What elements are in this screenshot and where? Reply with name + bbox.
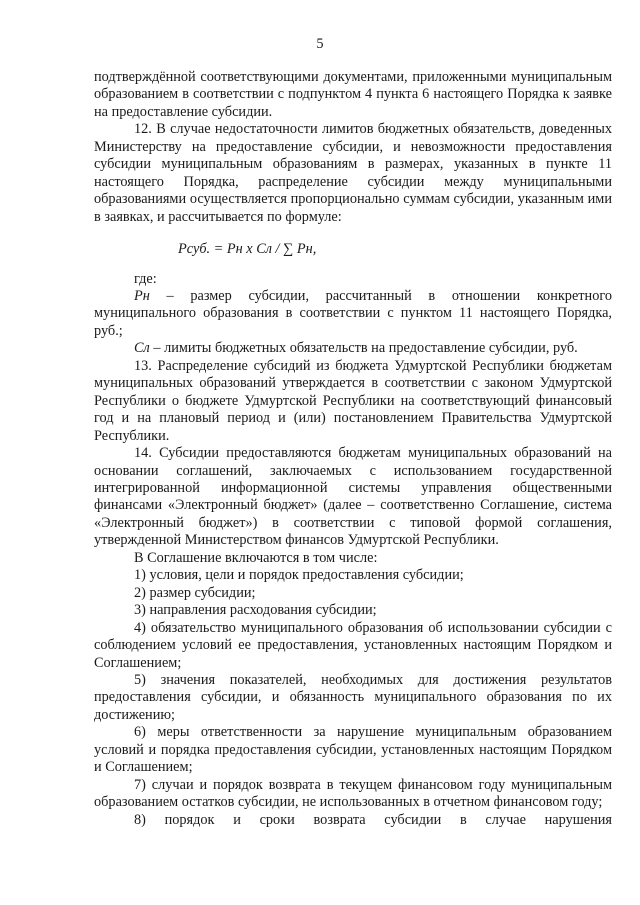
document-body [94,69,612,829]
list-item-8: 8) порядок и сроки возврата субсидии в случае нарушения [134,811,612,828]
paragraph-14: 14. Субсидии предоставляются бюджетам муниципальных образований на основании соглашений, заключаемых с использованием государственной интегрированной информационной системы управления общественными финансами «Электронный бюджет» (далее – соответственно Соглашение, система «Электронный бюджет») в соответствии с типовой формой соглашения, утвержденной Министерством финансов Удмуртской Республики. [94,445,612,549]
list-item-2: 2) размер субсидии; [134,584,256,601]
formula-definition-rn [94,288,612,340]
list-item-6: 6) меры ответственности за нарушение муниципальным образованием условий и порядка предоставления субсидии, установленных настоящим Порядком и Соглашением; [94,724,612,776]
formula-where-label: где: [134,270,157,287]
page-number: 5 [316,36,324,52]
variable-rn: Рн [134,287,150,304]
paragraph-13: 13. Распределение субсидий из бюджета Удмуртской Республики бюджетам муниципальных образований утверждается в соответствии с законом Удмуртской Республики о бюджете Удмуртской Республики на соответствующий финансовый год и на плановый период и (или) постановлением Правительства Удмуртской Республики. [94,357,612,444]
list-item-3: 3) направления расходования субсидии; [134,602,377,619]
formula: Рсуб. = Рн х Сл / ∑ Рн, [178,241,317,258]
list-item-4: 4) обязательство муниципального образования об использовании субсидии с соблюдением условий ее предоставления, установленных настоящим Порядком и Соглашением; [94,619,612,671]
definition-rn-text: – размер субсидии, рассчитанный в отношении конкретного муниципального образования в соответствии с пунктом 11 настоящего Порядка, руб.; [94,287,612,339]
variable-sl: Сл [134,340,150,357]
list-item-1: 1) условия, цели и порядок предоставления субсидии; [134,567,464,584]
agreement-intro: В Соглашение включаются в том числе: [134,549,378,566]
paragraph-12: 12. В случае недостаточности лимитов бюджетных обязательств, доведенных Министерству на предоставление субсидии, и невозможности предоставления субсидии муниципальным образованиям в размерах, указанных в пункте 11 настоящего Порядка, распределение субсидии между муниципальными образованиями осуществляется пропорционально суммам субсидии, указанным ими в заявках, и рассчитывается по формуле: [94,121,612,225]
list-item-7: 7) случаи и порядок возврата в текущем финансовом году муниципальным образованием остатков субсидии, не использованных в отчетном финансовом году; [94,776,612,811]
formula-definition-sl [94,340,612,357]
definition-sl-text: – лимиты бюджетных обязательств на предоставление субсидии, руб. [149,340,578,357]
list-item-5: 5) значения показателей, необходимых для достижения результатов предоставления субсидии, и обязанность муниципального образования по их достижению; [94,671,612,723]
paragraph-continuation: подтверждённой соответствующими документами, приложенными муниципальным образованием в соответствии с подпунктом 4 пункта 6 настоящего Порядка к заявке на предоставление субсидии. [94,69,612,120]
